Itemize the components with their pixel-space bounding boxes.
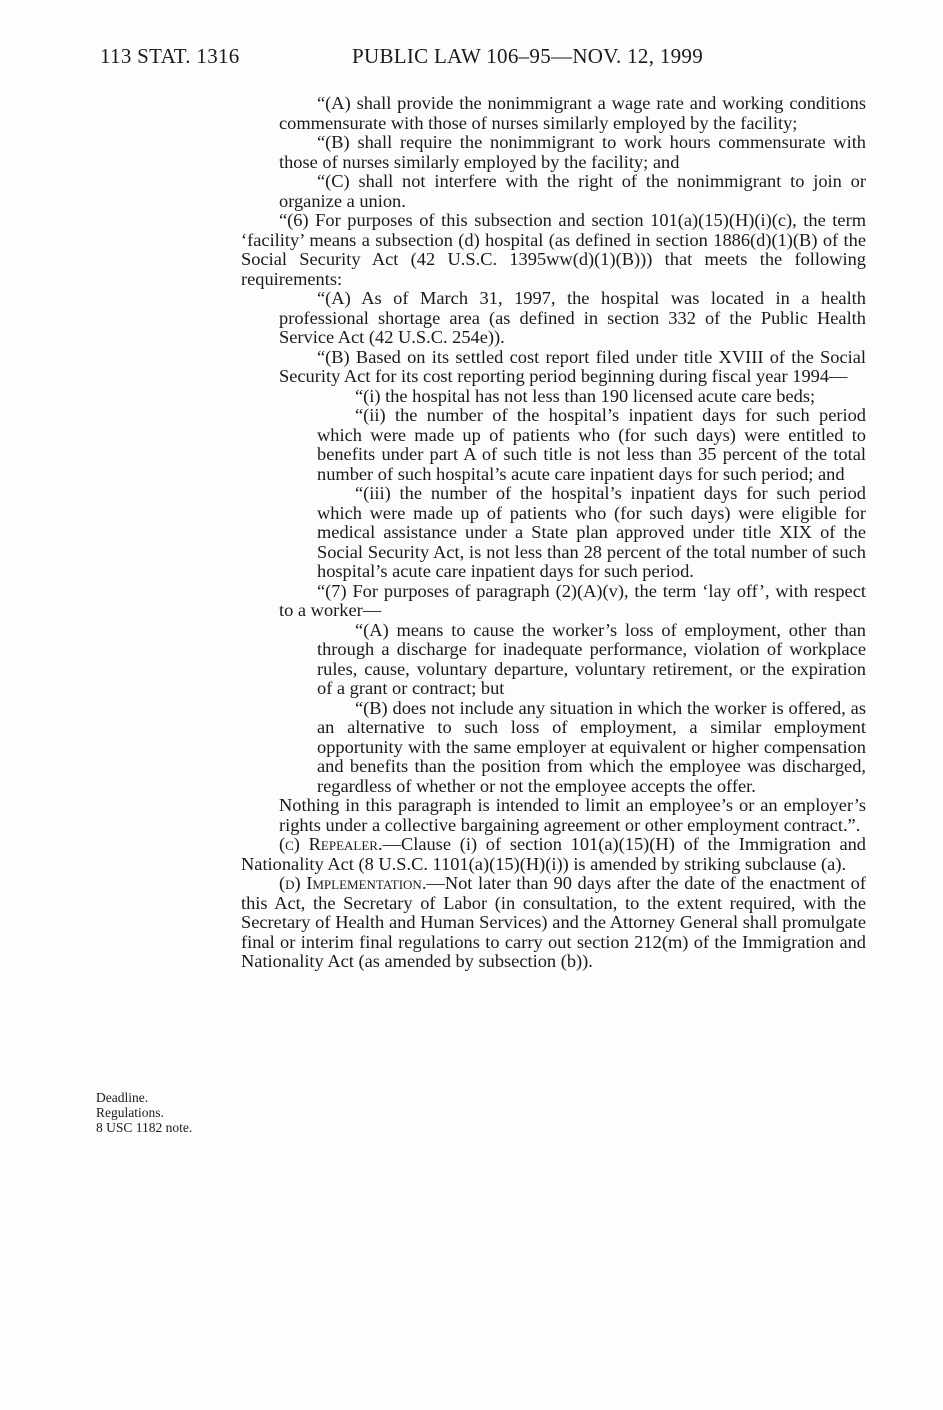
paragraph-7-B: “(B) does not include any situation in which the worker is offered, as an alternative to such loss of employment, a similar employment opportunity with the same employer at equivalent or higher compensation and benefits than the position from which the employee was discharged, regardless of whether or not the employee accepts the offer. bbox=[317, 697, 866, 796]
paragraph-6-B-iii: “(iii) the number of the hospital’s inpatient days for such period which were made up of patients who (for such days) were eligible for medical assistance under a State plan approved under title XIX of the Social Security Act, is not less than 28 percent of the total number of such hospital’s acute care inpatient days for such period. bbox=[317, 483, 866, 581]
margin-notes bbox=[96, 1090, 236, 1135]
subsection-d bbox=[241, 874, 866, 972]
paragraph-7-tail: Nothing in this paragraph is intended to limit an employee’s or an employer’s rights under a collective bargaining agreement or other employment contract.”. bbox=[279, 795, 866, 835]
paragraph-5-C: “(C) shall not interfere with the right of the nonimmigrant to join or organize a union. bbox=[279, 171, 866, 211]
law-text-body bbox=[241, 94, 866, 972]
paragraph-6-B-i: “(i) the hospital has not less than 190 licensed acute care beds; bbox=[355, 385, 816, 406]
paragraph-7: “(7) For purposes of paragraph (2)(A)(v), the term ‘lay off’, with respect to a worker— bbox=[279, 580, 866, 620]
paragraph-5-B: “(B) shall require the nonimmigrant to work hours commensurate with those of nurses similarly employed by the facility; and bbox=[279, 132, 866, 172]
statute-reference: 113 STAT. 1316 bbox=[100, 44, 240, 68]
subsection-d-heading: (d) Implementation. bbox=[279, 873, 427, 893]
subsection-c-text: —Clause (i) of section 101(a)(15)(H) of the Immigration and Nationality Act (8 U.S.C. 1101(a)(15)(H)(i)) is amended by striking subclause (a). bbox=[241, 834, 866, 874]
paragraph-6-B-ii: “(ii) the number of the hospital’s inpatient days for such period which were made up of patients who (for such days) were entitled to benefits under part A of such title is not less than 35 percent of the total number of such hospital’s acute care inpatient days for such period; and bbox=[317, 405, 866, 484]
paragraph-6-B: “(B) Based on its settled cost report filed under title XVIII of the Social Security Act for its cost reporting period beginning during fiscal year 1994— bbox=[279, 346, 866, 386]
margin-note-deadline: Deadline. bbox=[96, 1090, 149, 1105]
paragraph-7-A: “(A) means to cause the worker’s loss of employment, other than through a discharge for inadequate performance, violation of workplace rules, cause, voluntary departure, voluntary retirement, or the expiration of a grant or contract; but bbox=[317, 619, 866, 698]
subsection-c-heading: (c) Repealer. bbox=[279, 834, 383, 854]
paragraph-6-A: “(A) As of March 31, 1997, the hospital was located in a health professional shortage area (as defined in section 332 of the Public Health Service Act (42 U.S.C. 254e)). bbox=[279, 288, 866, 347]
subsection-c bbox=[241, 835, 866, 874]
subsection-d-text: —Not later than 90 days after the date of the enactment of this Act, the Secretary of Labor (in consultation, to the extent required, with the Secretary of Health and Human Services) and the Attorney General shall promulgate final or interim final regulations to carry out section 212(m) of the Immigration and Nationality Act (as amended by subsection (b)). bbox=[241, 873, 866, 971]
paragraph-5-A: “(A) shall provide the nonimmigrant a wage rate and working conditions commensurate with those of nurses similarly employed by the facility; bbox=[279, 93, 866, 133]
paragraph-6: “(6) For purposes of this subsection and section 101(a)(15)(H)(i)(c), the term ‘facility’ means a subsection (d) hospital (as defined in section 1886(d)(1)(B) of the Social Security Act (42 U.S.C. 1395ww(d)(1)(B))) that meets the following requirements: bbox=[241, 210, 866, 289]
public-law-reference: PUBLIC LAW 106–95—NOV. 12, 1999 bbox=[352, 44, 704, 68]
margin-note-regulations: Regulations. bbox=[96, 1105, 164, 1120]
margin-note-usc-citation: 8 USC 1182 note. bbox=[96, 1120, 193, 1135]
page-header bbox=[0, 44, 943, 74]
